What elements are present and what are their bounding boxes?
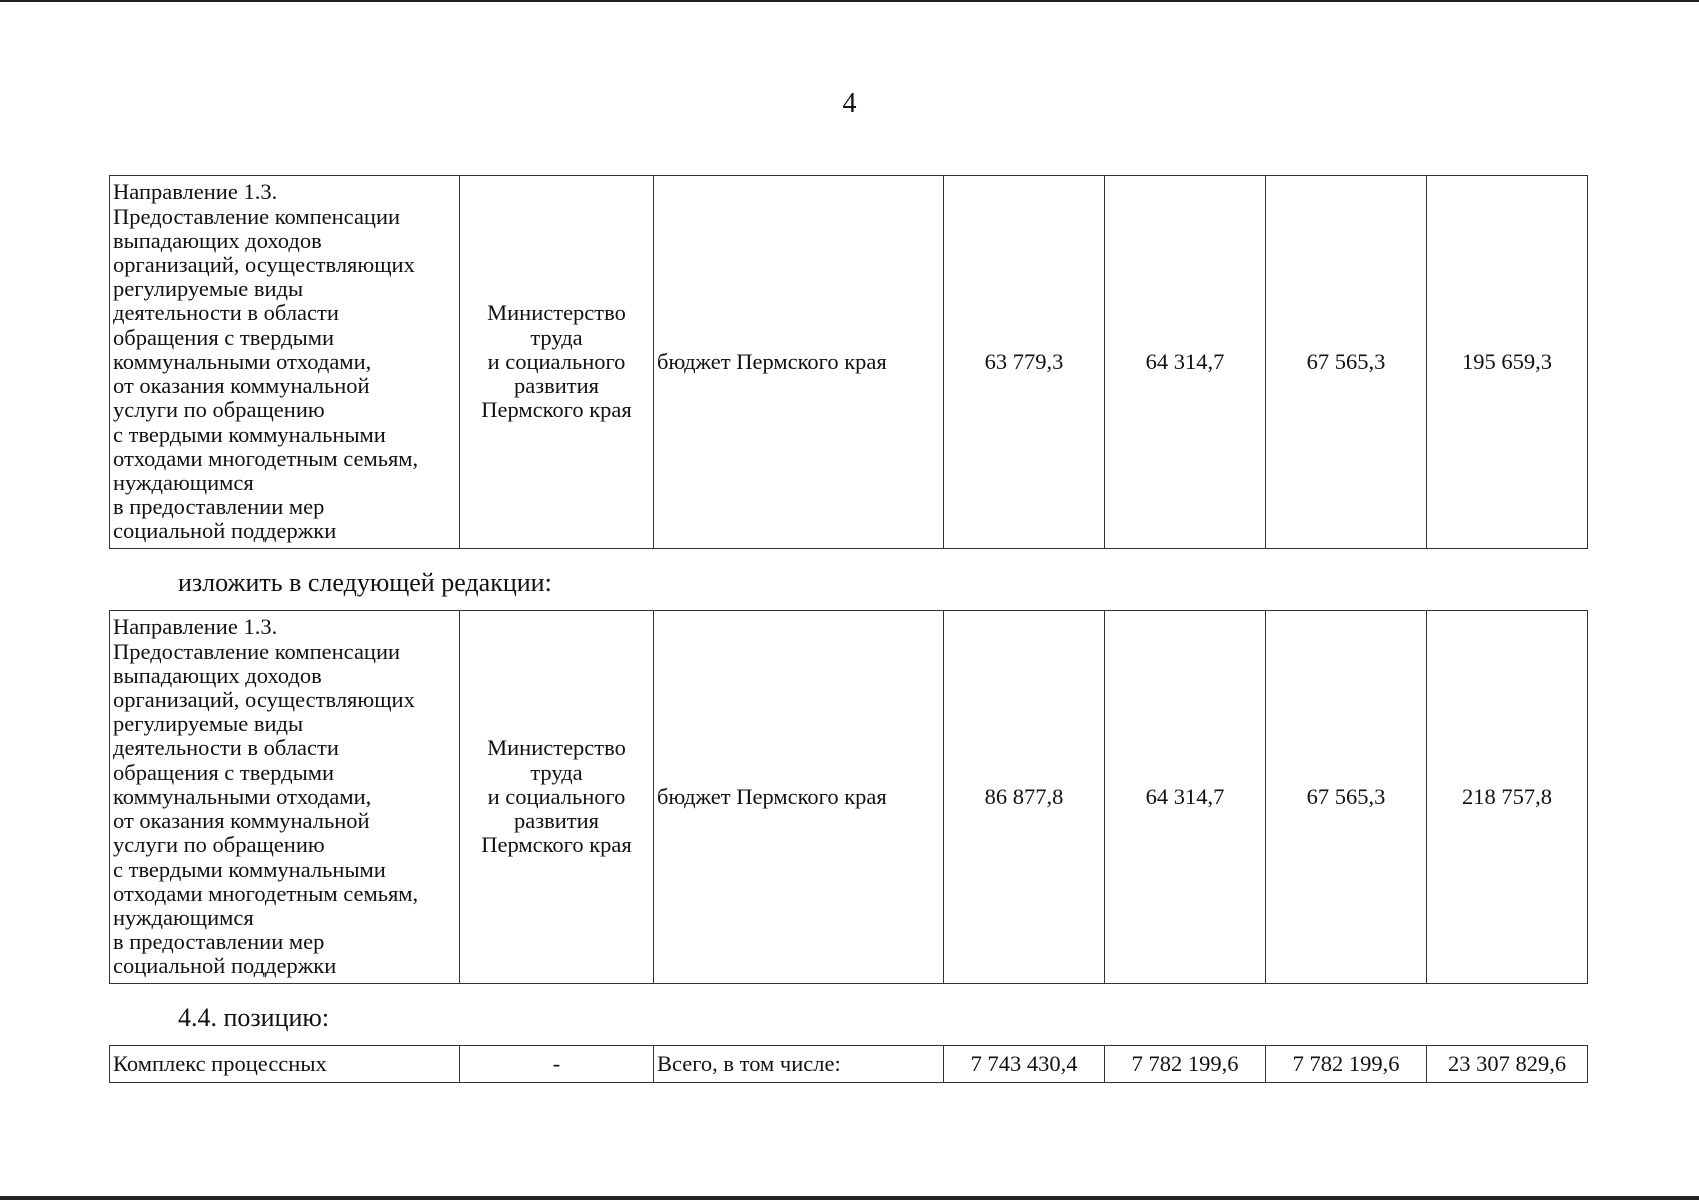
table-complex	[109, 1045, 1588, 1083]
ministry-line: Министерство	[487, 735, 626, 761]
direction-line: нуждающимся	[113, 904, 254, 930]
value-cell: 7 743 430,4	[944, 1046, 1105, 1083]
ministry-line: Министерство	[487, 300, 626, 326]
direction-line: от оказания коммунальной	[113, 808, 370, 834]
total-value-cell: 23 307 829,6	[1427, 1046, 1588, 1083]
source-cell: бюджет Пермского края	[654, 176, 944, 549]
direction-line: выпадающих доходов	[113, 227, 322, 253]
page-bottom-edge	[0, 1196, 1699, 1200]
table-row	[110, 1046, 1588, 1083]
ministry-line: и социального	[487, 783, 626, 809]
table-old-version	[109, 175, 1588, 549]
ministry-line: развития	[513, 373, 599, 399]
ministry-line: Пермского края	[481, 832, 632, 858]
direction-line: организаций, осуществляющих	[113, 687, 415, 713]
direction-line: Предоставление компенсации	[113, 638, 401, 664]
value-cell: 67 565,3	[1266, 176, 1427, 549]
page-number: 4	[842, 88, 857, 119]
table-row	[110, 611, 1588, 984]
direction-line: деятельности в области	[113, 300, 339, 326]
direction-line: обращения с твердыми	[113, 759, 335, 785]
direction-line: в предоставлении мер	[113, 929, 325, 955]
ministry-line: и социального	[487, 348, 626, 374]
value-cell: 7 782 199,6	[1105, 1046, 1266, 1083]
value-cell: 7 782 199,6	[1266, 1046, 1427, 1083]
value-cell: 64 314,7	[1105, 176, 1266, 549]
source-cell: бюджет Пермского края	[654, 611, 944, 984]
source-cell: Всего, в том числе:	[654, 1046, 944, 1083]
value-cell: 63 779,3	[944, 176, 1105, 549]
table-row	[110, 176, 1588, 549]
direction-line: отходами многодетным семьям,	[113, 880, 419, 906]
value-cell: 64 314,7	[1105, 611, 1266, 984]
direction-line: с твердыми коммунальными	[113, 856, 386, 882]
direction-line: Предоставление компенсации	[113, 203, 401, 229]
direction-line: выпадающих доходов	[113, 662, 322, 688]
total-value-cell: 195 659,3	[1427, 176, 1588, 549]
paragraph-new-edition: изложить в следующей редакции:	[178, 568, 552, 597]
direction-line: услуги по обращению	[113, 397, 325, 423]
direction-line: услуги по обращению	[113, 832, 325, 858]
direction-line: Направление 1.3.	[113, 179, 278, 205]
direction-line: отходами многодетным семьям,	[113, 445, 419, 471]
direction-line: с твердыми коммунальными	[113, 421, 386, 447]
direction-line: регулируемые виды	[113, 276, 304, 302]
page-top-edge	[0, 0, 1699, 2]
table-new-version	[109, 610, 1588, 984]
direction-line: регулируемые виды	[113, 711, 304, 737]
paragraph-position: 4.4. позицию:	[178, 1003, 330, 1032]
total-value-cell: 218 757,8	[1427, 611, 1588, 984]
direction-line: коммунальными отходами,	[113, 783, 372, 809]
direction-cell	[110, 176, 460, 549]
ministry-cell	[460, 611, 654, 984]
ministry-cell	[460, 176, 654, 549]
direction-line: организаций, осуществляющих	[113, 252, 415, 278]
ministry-line: труда	[530, 324, 583, 350]
direction-line: в предоставлении мер	[113, 494, 325, 520]
direction-line: от оказания коммунальной	[113, 373, 370, 399]
direction-line: Направление 1.3.	[113, 614, 278, 640]
direction-line: деятельности в области	[113, 735, 339, 761]
direction-line: социальной поддержки	[113, 953, 337, 979]
ministry-line: труда	[530, 759, 583, 785]
ministry-line: развития	[513, 808, 599, 834]
value-cell: 67 565,3	[1266, 611, 1427, 984]
direction-line: социальной поддержки	[113, 518, 337, 544]
direction-line: коммунальными отходами,	[113, 348, 372, 374]
direction-line: обращения с твердыми	[113, 324, 335, 350]
value-cell: 86 877,8	[944, 611, 1105, 984]
executor-cell: -	[460, 1046, 654, 1083]
direction-cell	[110, 611, 460, 984]
complex-name-cell: Комплекс процессных	[110, 1046, 460, 1083]
ministry-line: Пермского края	[481, 397, 632, 423]
direction-line: нуждающимся	[113, 469, 254, 495]
